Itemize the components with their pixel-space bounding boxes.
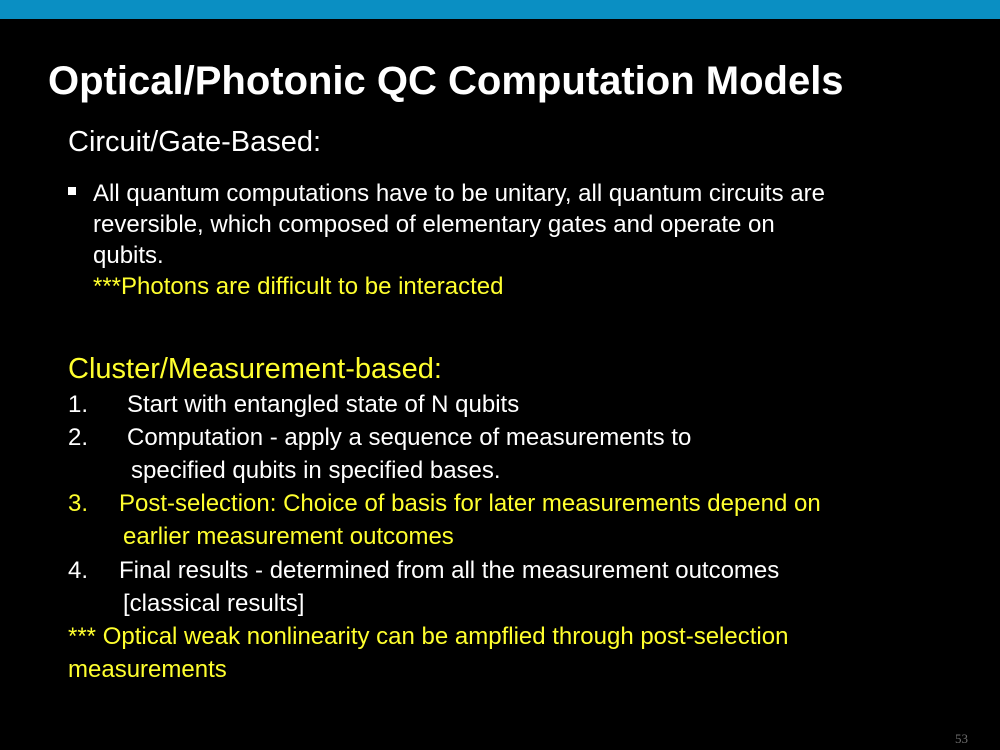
list-item-2-number: 2. [68, 424, 89, 451]
page-number: 53 [955, 731, 968, 746]
circuit-heading: Circuit/Gate-Based: [68, 126, 322, 158]
square-bullet-icon [68, 187, 76, 195]
circuit-bullet-line: reversible, which composed of elementary gates and operate on [93, 211, 775, 238]
circuit-note: ***Photons are difficult to be interacted [93, 273, 504, 300]
list-item-2-text: Computation - apply a sequence of measurements to [127, 424, 692, 451]
circuit-bullet-line: All quantum computations have to be unitary, all quantum circuits are [93, 180, 825, 207]
slide-title: Optical/Photonic QC Computation Models [48, 59, 844, 103]
list-item-4-number: 4. [68, 557, 89, 584]
cluster-heading: Cluster/Measurement-based: [68, 353, 442, 385]
footnote-line: measurements [68, 656, 227, 683]
list-item-4-text-cont: [classical results] [123, 590, 305, 617]
top-accent-bar [0, 0, 1000, 19]
list-item-1-text: Start with entangled state of N qubits [127, 391, 520, 418]
footnote-line: *** Optical weak nonlinearity can be ampflied through post-selection [68, 623, 789, 650]
circuit-bullet-text [93, 178, 968, 302]
list-item-1-number: 1. [68, 391, 89, 418]
list-item-2-text-cont: specified qubits in specified bases. [131, 457, 501, 484]
list-item-3-number: 3. [68, 490, 89, 517]
list-item-4-text: Final results - determined from all the measurement outcomes [119, 557, 780, 584]
circuit-bullet-line: qubits. [93, 242, 164, 269]
list-item-3-text: Post-selection: Choice of basis for later measurements depend on [119, 490, 821, 517]
list-item-3-text-cont: earlier measurement outcomes [123, 523, 454, 550]
